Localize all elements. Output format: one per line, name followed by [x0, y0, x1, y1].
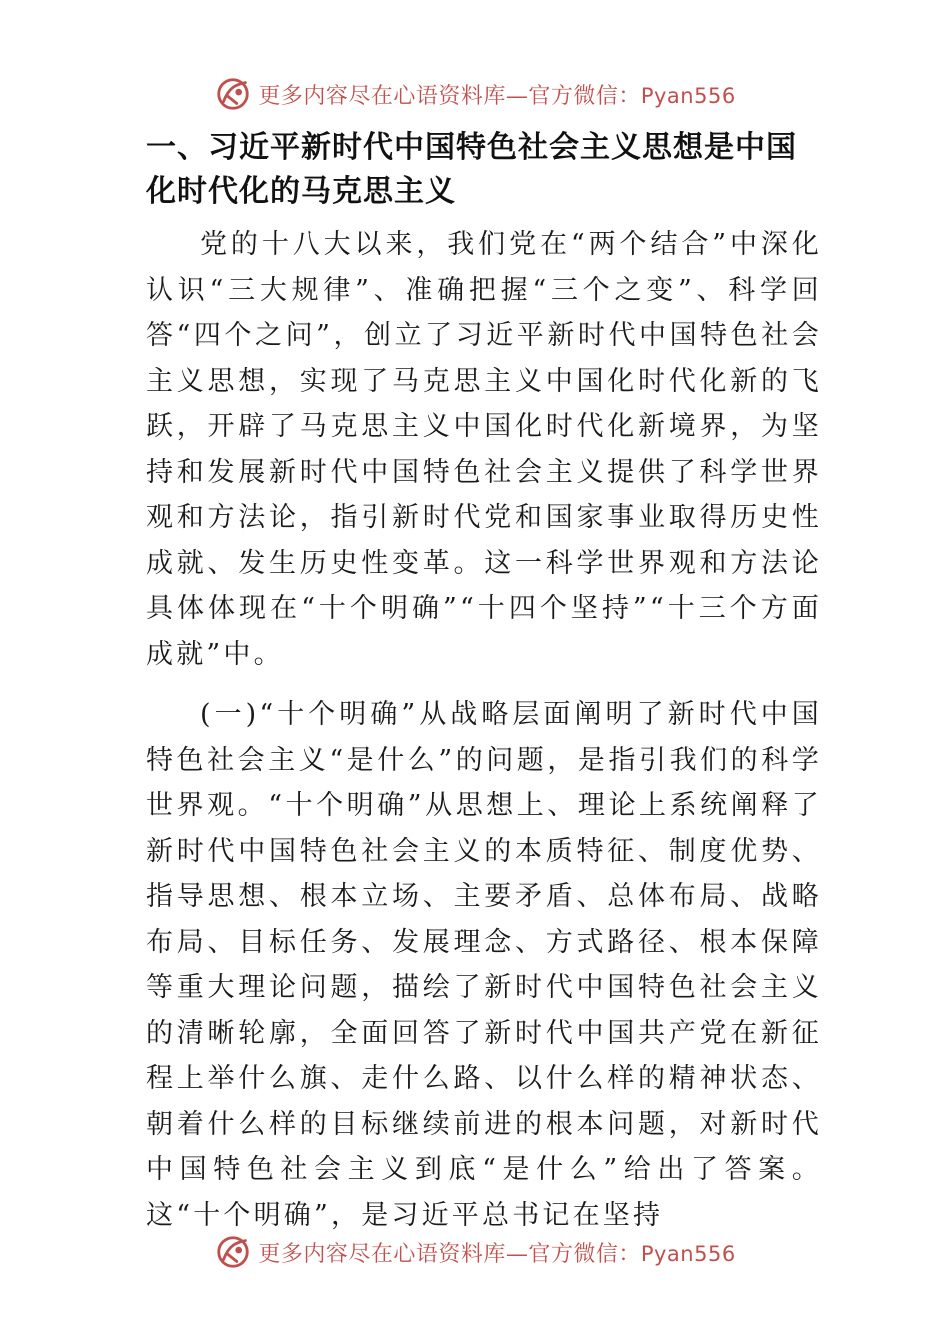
watermark-header: [0, 74, 950, 114]
brand-logo-icon: [214, 1233, 252, 1271]
watermark-footer: [0, 1232, 950, 1272]
paragraph-ten-clarifications: (一)“十个明确”从战略层面阐明了新时代中国特色社会主义“是什么”的问题，是指引我们的科学世界观。“十个明确”从思想上、理论上系统阐释了新时代中国特色社会主义的本质特征、制度优势、指导思想、根本立场、主要矛盾、总体布局、战略布局、目标任务、发展理念、方式路径、根本保障等重大理论问题，描绘了新时代中国特色社会主义的清晰轮廓，全面回答了新时代中国共产党在新征程上举什么旗、走什么路、以什么样的精神状态、朝着什么样的目标继续前进的根本问题，对新时代中国特色社会主义到底“是什么”给出了答案。这“十个明确”，是习近平总书记在坚持: [146, 699, 822, 1231]
watermark-text: [258, 1237, 735, 1268]
watermark-slogan: 更多内容尽在心语资料库—官方微信：: [258, 1241, 641, 1267]
watermark-text: [258, 79, 735, 110]
watermark-slogan: 更多内容尽在心语资料库—官方微信：: [258, 83, 641, 109]
watermark-wechat-id: Pyan556: [640, 1241, 736, 1266]
brand-logo-icon: [214, 75, 252, 113]
section-heading: 一、习近平新时代中国特色社会主义思想是中国化时代化的马克思主义: [146, 130, 797, 209]
paragraph-intro: 党的十八大以来，我们党在“两个结合”中深化认识“三大规律”、准确把握“三个之变”、科学回答“四个之问”，创立了习近平新时代中国特色社会主义思想，实现了马克思主义中国化时代化新的飞跃，开辟了马克思主义中国化时代化新境界，为坚持和发展新时代中国特色社会主义提供了科学世界观和方法论，指引新时代党和国家事业取得历史性成就、发生历史性变革。这一科学世界观和方法论具体体现在“十个明确”“十四个坚持”“十三个方面成就”中。: [146, 229, 822, 670]
document-body: [146, 126, 822, 1238]
watermark-wechat-id: Pyan556: [640, 83, 736, 108]
